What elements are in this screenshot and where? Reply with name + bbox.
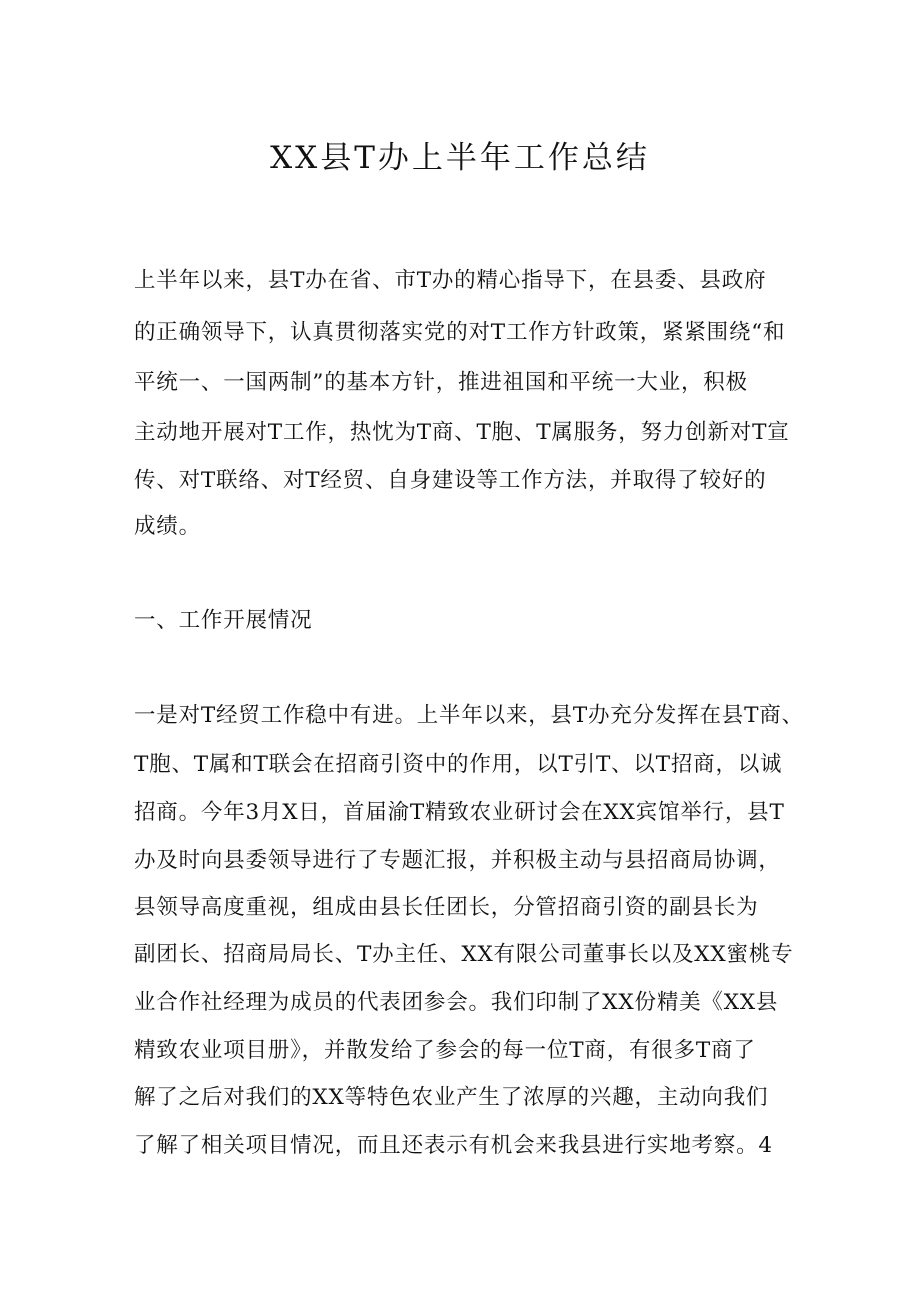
section-line: 解了之后对我们的XX等特色农业产生了浓厚的兴趣，主动向我们 — [134, 1085, 769, 1110]
section-line: 招商。今年3月X日，首届渝T精致农业研讨会在XX宾馆举行，县T — [134, 800, 785, 825]
document-title: XX县T办上半年工作总结 — [270, 140, 650, 176]
section-line: 精致农业项目册》，并散发给了参会的每一位T商，有很多T商了 — [134, 1038, 756, 1063]
intro-line: 传、对T联络、对T经贸、自身建设等工作方法，并取得了较好的 — [134, 468, 767, 493]
intro-line: 平统一、一国两制”的基本方针，推进祖国和平统一大业，积极 — [134, 370, 748, 395]
section-line: 县领导高度重视，组成由县长任团长，分管招商引资的副县长为 — [134, 895, 759, 920]
section-line: 业合作社经理为成员的代表团参会。我们印制了XX份精美《XX县 — [134, 990, 779, 1015]
section-line: 了解了相关项目情况，而且还表示有机会来我县进行实地考察。4 — [134, 1133, 773, 1158]
intro-line: 的正确领导下，认真贯彻落实党的对T工作方针政策，紧紧围绕“和 — [134, 320, 786, 345]
intro-line: 成绩。 — [134, 514, 201, 539]
section-line: 办及时向县委领导进行了专题汇报，并积极主动与县招商局协调， — [134, 848, 781, 873]
intro-line: 上半年以来，县T办在省、市T办的精心指导下，在县委、县政府 — [134, 268, 767, 293]
intro-line: 主动地开展对T工作，热忱为T商、T胞、T属服务，努力创新对T宣 — [134, 420, 790, 445]
section-line: 副团长、招商局局长、T办主任、XX有限公司董事长以及XX蜜桃专 — [134, 942, 794, 967]
section-line: 一是对T经贸工作稳中有进。上半年以来，县T办充分发挥在县T商、 — [134, 703, 804, 728]
section-heading: 一、工作开展情况 — [134, 608, 313, 633]
section-line: T胞、T属和T联会在招商引资中的作用，以T引T、以T招商，以诚 — [134, 752, 783, 777]
